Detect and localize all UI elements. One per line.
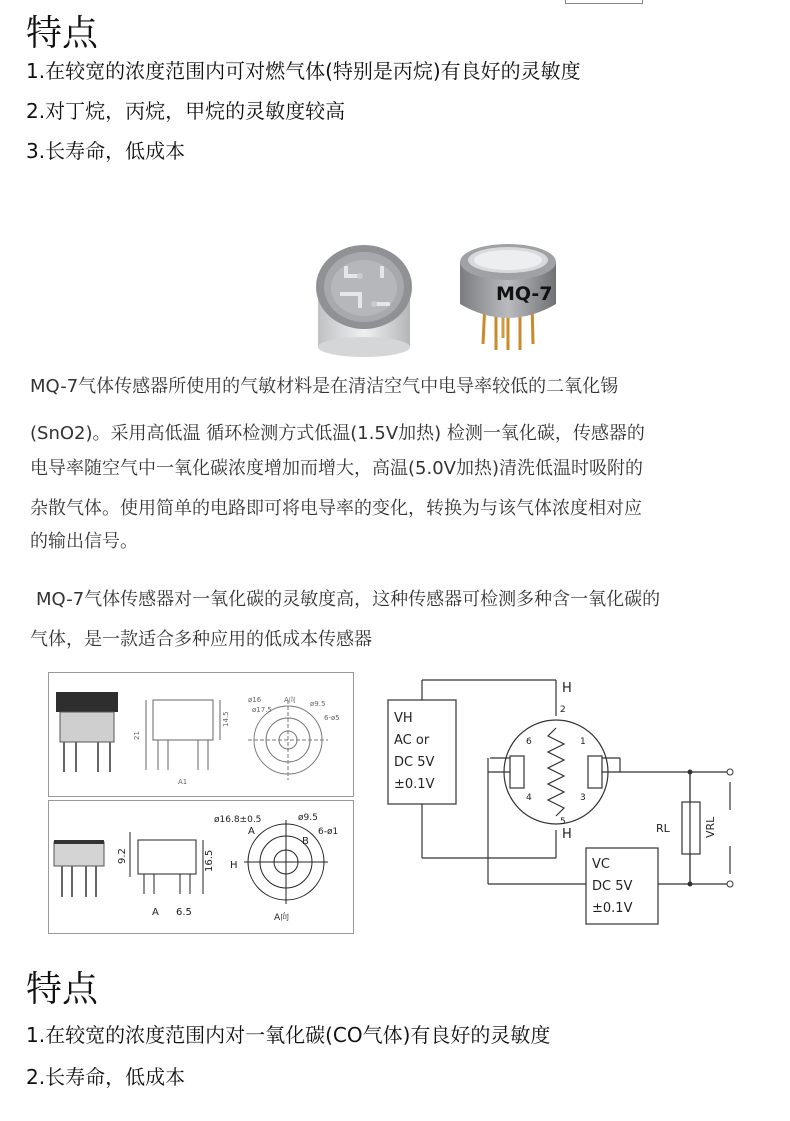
dim-label: ø9.5 <box>298 813 318 823</box>
dim-label: ø16.8±0.5 <box>214 815 262 825</box>
section2-heading: 特点 <box>26 969 99 1010</box>
feature-item: 2.长寿命，低成本 <box>26 1065 186 1089</box>
sensor-model-label: MQ-7 <box>496 283 553 305</box>
dim-label: A <box>248 826 255 837</box>
description-line: MQ-7气体传感器所使用的气敏材料是在清洁空气中电导率较低的二氧化锡 <box>30 376 619 397</box>
dim-label: ø9.5 <box>310 700 326 708</box>
description-line: 电导率随空气中一氧化碳浓度增加而增大，高温(5.0V加热)清洗低温时吸附的 <box>30 458 643 479</box>
pin-number: 6 <box>526 737 532 747</box>
dimension-drawing <box>48 672 354 934</box>
dim-label: A <box>152 907 159 918</box>
vh-text: AC or <box>394 733 430 748</box>
vh-text: DC 5V <box>394 755 435 770</box>
rl-label: RL <box>656 822 670 835</box>
feature-item: 1.在较宽的浓度范围内对一氧化碳(CO气体)有良好的灵敏度 <box>26 1023 551 1047</box>
circuit-diagram <box>380 672 740 934</box>
dim-label: 9.2 <box>117 848 128 864</box>
dim-label: ø17.5 <box>252 706 272 714</box>
dim-label: 16.5 <box>204 849 215 872</box>
description-line: 杂散气体。使用简单的电路即可将电导率的变化，转换为与该气体浓度相对应 <box>30 498 642 519</box>
dim-label: 21 <box>133 731 141 740</box>
pin-label: H <box>562 827 572 842</box>
dim-label: A1 <box>178 778 188 786</box>
vc-text: ±0.1V <box>592 901 633 916</box>
section1-heading: 特点 <box>26 13 99 54</box>
dim-label: 6-ø5 <box>324 714 340 722</box>
dim-label: 6-ø1 <box>318 827 339 837</box>
pin-number: 1 <box>580 737 586 747</box>
vrl-label: VRL <box>704 816 717 838</box>
top-edge-box <box>565 0 643 4</box>
dim-label: B <box>302 836 309 847</box>
dim-label: A向 <box>274 913 290 923</box>
pin-number: 5 <box>560 817 566 827</box>
pin-number: 2 <box>560 705 566 715</box>
pin-number: 3 <box>580 793 586 803</box>
dim-label: 6.5 <box>176 907 192 918</box>
vh-label: VH <box>394 711 413 726</box>
dim-label: A向 <box>284 696 296 704</box>
vc-label: VC <box>592 857 610 872</box>
feature-item: 2.对丁烷，丙烷，甲烷的灵敏度较高 <box>26 99 346 123</box>
summary-line: MQ-7气体传感器对一氧化碳的灵敏度高，这种传感器可检测多种含一氧化碳的 <box>36 589 661 610</box>
sensor-photo <box>300 232 580 362</box>
pin-number: 4 <box>526 793 532 803</box>
pin-label: H <box>562 681 572 696</box>
dim-label: 14.5 <box>222 711 230 727</box>
vc-text: DC 5V <box>592 879 633 894</box>
dim-label: ø16 <box>248 696 262 704</box>
feature-item: 3.长寿命，低成本 <box>26 139 186 163</box>
description-line: 的输出信号。 <box>30 531 138 552</box>
summary-line: 气体，是一款适合多种应用的低成本传感器 <box>30 629 372 650</box>
sensor-bottom-view <box>316 245 412 357</box>
dim-label: H <box>230 860 238 871</box>
vh-text: ±0.1V <box>394 777 435 792</box>
description-line: (SnO2)。采用高低温 循环检测方式低温(1.5V加热) 检测一氧化碳，传感器的 <box>30 423 645 444</box>
sensor-side-view <box>460 244 556 350</box>
feature-item: 1.在较宽的浓度范围内可对燃气体(特别是丙烷)有良好的灵敏度 <box>26 59 581 83</box>
